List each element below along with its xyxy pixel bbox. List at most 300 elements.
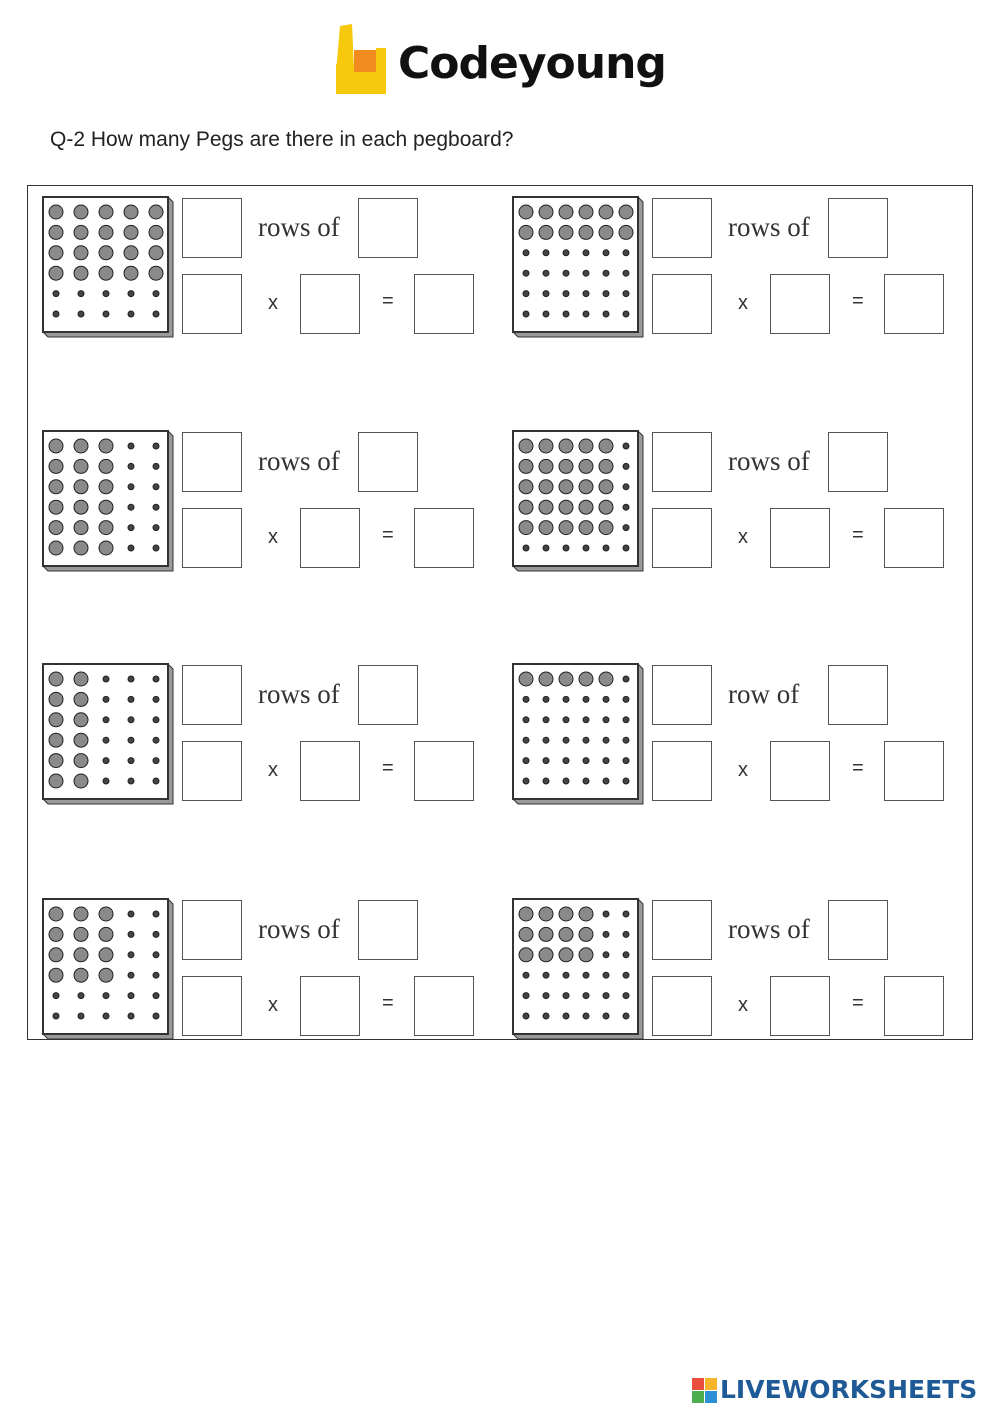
pegs-per-row-input[interactable] — [358, 432, 418, 492]
rows-of-label: rows of — [728, 212, 810, 242]
pegboard-panel — [27, 185, 973, 1040]
rows-count-input[interactable] — [182, 432, 242, 492]
pegs-per-row-input[interactable] — [358, 900, 418, 960]
peg — [559, 948, 573, 962]
empty-hole — [563, 696, 569, 702]
pegboard-image — [510, 428, 645, 573]
empty-hole — [128, 525, 134, 531]
peg — [49, 521, 63, 535]
empty-hole — [128, 778, 134, 784]
peg — [149, 205, 163, 219]
pegs-per-row-input[interactable] — [358, 198, 418, 258]
codeyoung-logo-icon — [332, 24, 392, 100]
empty-hole — [623, 931, 629, 937]
empty-hole — [563, 737, 569, 743]
factor-1-input[interactable] — [182, 508, 242, 568]
empty-hole — [623, 717, 629, 723]
empty-hole — [583, 250, 589, 256]
peg — [99, 480, 113, 494]
peg — [559, 459, 573, 473]
times-sign: x — [268, 526, 278, 548]
empty-hole — [623, 758, 629, 764]
empty-hole — [523, 758, 529, 764]
peg — [539, 500, 553, 514]
peg — [579, 907, 593, 921]
peg — [519, 225, 533, 239]
empty-hole — [128, 972, 134, 978]
equals-sign: = — [852, 524, 864, 546]
empty-hole — [153, 311, 159, 317]
empty-hole — [128, 952, 134, 958]
factor-1-input[interactable] — [652, 508, 712, 568]
empty-hole — [153, 931, 159, 937]
factor-1-input[interactable] — [182, 741, 242, 801]
factor-1-input[interactable] — [652, 274, 712, 334]
total-input[interactable] — [884, 274, 944, 334]
empty-hole — [563, 250, 569, 256]
pegboard-item — [40, 428, 500, 578]
rows-of-label: rows of — [258, 212, 340, 242]
empty-hole — [583, 311, 589, 317]
equals-sign: = — [382, 757, 394, 779]
empty-hole — [128, 737, 134, 743]
empty-hole — [583, 270, 589, 276]
times-sign: x — [738, 292, 748, 314]
empty-hole — [603, 758, 609, 764]
pegboard-image — [510, 896, 645, 1041]
peg — [49, 541, 63, 555]
empty-hole — [543, 737, 549, 743]
pegboard-image — [40, 428, 175, 573]
peg — [539, 521, 553, 535]
peg — [539, 459, 553, 473]
times-sign: x — [268, 994, 278, 1016]
peg — [579, 439, 593, 453]
empty-hole — [543, 291, 549, 297]
peg — [49, 266, 63, 280]
rows-of-label: rows of — [258, 679, 340, 709]
pegboard-item — [510, 194, 970, 344]
empty-hole — [563, 972, 569, 978]
empty-hole — [128, 443, 134, 449]
pegboard-item — [510, 428, 970, 578]
empty-hole — [53, 311, 59, 317]
peg — [99, 927, 113, 941]
peg — [559, 205, 573, 219]
peg — [74, 754, 88, 768]
pegs-per-row-input[interactable] — [828, 198, 888, 258]
peg — [74, 480, 88, 494]
empty-hole — [543, 250, 549, 256]
peg — [49, 733, 63, 747]
empty-hole — [583, 1013, 589, 1019]
peg — [599, 672, 613, 686]
empty-hole — [78, 1013, 84, 1019]
empty-hole — [128, 1013, 134, 1019]
peg — [599, 521, 613, 535]
empty-hole — [603, 778, 609, 784]
peg — [124, 246, 138, 260]
empty-hole — [103, 778, 109, 784]
rows-count-input[interactable] — [652, 432, 712, 492]
peg — [559, 500, 573, 514]
peg — [579, 672, 593, 686]
empty-hole — [523, 1013, 529, 1019]
peg — [599, 500, 613, 514]
equals-sign: = — [852, 757, 864, 779]
empty-hole — [623, 911, 629, 917]
empty-hole — [103, 311, 109, 317]
empty-hole — [603, 993, 609, 999]
peg — [579, 205, 593, 219]
peg — [599, 459, 613, 473]
empty-hole — [603, 737, 609, 743]
question-text: Q-2 How many Pegs are there in each pegboard? — [50, 128, 514, 151]
peg — [74, 927, 88, 941]
empty-hole — [563, 270, 569, 276]
factor-2-input[interactable] — [300, 976, 360, 1036]
peg — [559, 907, 573, 921]
peg — [49, 225, 63, 239]
empty-hole — [603, 250, 609, 256]
peg — [99, 459, 113, 473]
factor-2-input[interactable] — [300, 741, 360, 801]
empty-hole — [543, 717, 549, 723]
times-sign: x — [738, 759, 748, 781]
times-sign: x — [268, 759, 278, 781]
factor-2-input[interactable] — [300, 508, 360, 568]
empty-hole — [603, 696, 609, 702]
rows-of-label: rows of — [728, 914, 810, 944]
rows-count-input[interactable] — [182, 900, 242, 960]
empty-hole — [563, 993, 569, 999]
empty-hole — [623, 545, 629, 551]
empty-hole — [153, 484, 159, 490]
empty-hole — [563, 1013, 569, 1019]
empty-hole — [623, 443, 629, 449]
rows-of-label: row of — [728, 679, 800, 709]
empty-hole — [153, 504, 159, 510]
empty-hole — [623, 778, 629, 784]
pegboard-item — [40, 194, 500, 344]
empty-hole — [153, 291, 159, 297]
peg — [99, 246, 113, 260]
empty-hole — [583, 758, 589, 764]
empty-hole — [563, 778, 569, 784]
empty-hole — [78, 993, 84, 999]
peg — [49, 907, 63, 921]
empty-hole — [563, 311, 569, 317]
empty-hole — [128, 504, 134, 510]
pegboard-image — [510, 194, 645, 339]
empty-hole — [603, 911, 609, 917]
empty-hole — [523, 311, 529, 317]
equals-sign: = — [852, 992, 864, 1014]
empty-hole — [128, 758, 134, 764]
peg — [579, 500, 593, 514]
peg — [149, 246, 163, 260]
empty-hole — [153, 717, 159, 723]
empty-hole — [583, 972, 589, 978]
peg — [49, 459, 63, 473]
rows-count-input[interactable] — [182, 665, 242, 725]
empty-hole — [78, 311, 84, 317]
empty-hole — [543, 778, 549, 784]
equals-sign: = — [382, 290, 394, 312]
total-input[interactable] — [414, 741, 474, 801]
empty-hole — [603, 1013, 609, 1019]
total-input[interactable] — [884, 741, 944, 801]
times-sign: x — [738, 526, 748, 548]
peg — [49, 439, 63, 453]
peg — [539, 480, 553, 494]
empty-hole — [623, 993, 629, 999]
peg — [599, 439, 613, 453]
peg — [49, 968, 63, 982]
peg — [74, 500, 88, 514]
peg — [99, 266, 113, 280]
empty-hole — [523, 717, 529, 723]
total-input[interactable] — [414, 508, 474, 568]
empty-hole — [583, 737, 589, 743]
empty-hole — [583, 717, 589, 723]
empty-hole — [153, 972, 159, 978]
empty-hole — [128, 676, 134, 682]
peg — [49, 927, 63, 941]
peg — [599, 225, 613, 239]
total-input[interactable] — [884, 508, 944, 568]
peg — [124, 205, 138, 219]
peg — [519, 480, 533, 494]
pegboard-image — [40, 194, 175, 339]
peg — [149, 266, 163, 280]
pegs-per-row-input[interactable] — [828, 665, 888, 725]
peg — [74, 692, 88, 706]
peg — [124, 266, 138, 280]
empty-hole — [523, 696, 529, 702]
peg — [539, 439, 553, 453]
peg — [519, 459, 533, 473]
empty-hole — [128, 545, 134, 551]
empty-hole — [543, 270, 549, 276]
total-input[interactable] — [414, 274, 474, 334]
empty-hole — [543, 758, 549, 764]
total-input[interactable] — [414, 976, 474, 1036]
empty-hole — [523, 737, 529, 743]
peg — [74, 266, 88, 280]
times-sign: x — [268, 292, 278, 314]
peg — [559, 439, 573, 453]
empty-hole — [623, 525, 629, 531]
empty-hole — [623, 270, 629, 276]
peg — [579, 480, 593, 494]
peg — [559, 480, 573, 494]
empty-hole — [128, 911, 134, 917]
empty-hole — [543, 993, 549, 999]
empty-hole — [563, 717, 569, 723]
peg — [74, 246, 88, 260]
peg — [579, 459, 593, 473]
peg — [99, 500, 113, 514]
peg — [74, 225, 88, 239]
empty-hole — [128, 696, 134, 702]
empty-hole — [153, 758, 159, 764]
empty-hole — [523, 291, 529, 297]
empty-hole — [623, 972, 629, 978]
empty-hole — [543, 696, 549, 702]
peg — [539, 205, 553, 219]
pegboard-image — [40, 661, 175, 806]
liveworksheets-footer — [692, 1375, 992, 1405]
factor-2-input[interactable] — [770, 976, 830, 1036]
empty-hole — [128, 931, 134, 937]
empty-hole — [153, 545, 159, 551]
empty-hole — [603, 291, 609, 297]
equals-sign: = — [382, 992, 394, 1014]
peg — [49, 692, 63, 706]
pegboard-image — [40, 896, 175, 1041]
peg — [539, 672, 553, 686]
peg — [539, 927, 553, 941]
empty-hole — [103, 758, 109, 764]
factor-1-input[interactable] — [652, 741, 712, 801]
peg — [74, 672, 88, 686]
peg — [74, 541, 88, 555]
equals-sign: = — [382, 524, 394, 546]
empty-hole — [623, 676, 629, 682]
empty-hole — [543, 1013, 549, 1019]
empty-hole — [153, 993, 159, 999]
empty-hole — [103, 696, 109, 702]
peg — [99, 541, 113, 555]
peg — [74, 439, 88, 453]
empty-hole — [543, 545, 549, 551]
peg — [519, 927, 533, 941]
peg — [49, 205, 63, 219]
empty-hole — [153, 525, 159, 531]
peg — [49, 672, 63, 686]
empty-hole — [623, 696, 629, 702]
empty-hole — [623, 484, 629, 490]
pegboard-item — [40, 896, 500, 1046]
empty-hole — [128, 463, 134, 469]
rows-count-input[interactable] — [652, 900, 712, 960]
empty-hole — [583, 993, 589, 999]
brand-name: Codeyoung — [398, 38, 666, 89]
empty-hole — [153, 1013, 159, 1019]
empty-hole — [583, 696, 589, 702]
peg — [519, 521, 533, 535]
empty-hole — [523, 545, 529, 551]
peg — [74, 774, 88, 788]
pegs-per-row-input[interactable] — [828, 900, 888, 960]
empty-hole — [563, 291, 569, 297]
factor-2-input[interactable] — [770, 741, 830, 801]
empty-hole — [543, 972, 549, 978]
empty-hole — [53, 291, 59, 297]
peg — [74, 205, 88, 219]
peg — [99, 948, 113, 962]
empty-hole — [523, 972, 529, 978]
empty-hole — [603, 545, 609, 551]
peg — [519, 948, 533, 962]
factor-2-input[interactable] — [770, 274, 830, 334]
factor-2-input[interactable] — [300, 274, 360, 334]
empty-hole — [103, 291, 109, 297]
pegboard-item — [510, 661, 970, 811]
factor-2-input[interactable] — [770, 508, 830, 568]
peg — [99, 968, 113, 982]
rows-count-input[interactable] — [652, 198, 712, 258]
empty-hole — [103, 737, 109, 743]
peg — [599, 205, 613, 219]
equals-sign: = — [852, 290, 864, 312]
empty-hole — [623, 291, 629, 297]
pegs-per-row-input[interactable] — [358, 665, 418, 725]
peg — [539, 948, 553, 962]
empty-hole — [153, 696, 159, 702]
rows-count-input[interactable] — [182, 198, 242, 258]
empty-hole — [103, 1013, 109, 1019]
empty-hole — [583, 291, 589, 297]
peg — [519, 672, 533, 686]
peg — [49, 500, 63, 514]
total-input[interactable] — [884, 976, 944, 1036]
peg — [49, 774, 63, 788]
factor-1-input[interactable] — [652, 976, 712, 1036]
peg — [74, 907, 88, 921]
empty-hole — [128, 993, 134, 999]
peg — [579, 948, 593, 962]
peg — [539, 907, 553, 921]
empty-hole — [128, 717, 134, 723]
empty-hole — [603, 952, 609, 958]
peg — [49, 948, 63, 962]
empty-hole — [623, 952, 629, 958]
factor-1-input[interactable] — [182, 976, 242, 1036]
pegboard-image — [510, 661, 645, 806]
pegboard-item — [510, 896, 970, 1046]
times-sign: x — [738, 994, 748, 1016]
peg — [99, 225, 113, 239]
pegs-per-row-input[interactable] — [828, 432, 888, 492]
peg — [579, 225, 593, 239]
rows-count-input[interactable] — [652, 665, 712, 725]
empty-hole — [53, 993, 59, 999]
codeyoung-logo — [332, 24, 672, 104]
peg — [49, 480, 63, 494]
peg — [74, 713, 88, 727]
empty-hole — [623, 463, 629, 469]
peg — [579, 521, 593, 535]
peg — [99, 521, 113, 535]
empty-hole — [523, 993, 529, 999]
factor-1-input[interactable] — [182, 274, 242, 334]
peg — [519, 205, 533, 219]
liveworksheets-logo-icon — [692, 1378, 718, 1404]
peg — [149, 225, 163, 239]
peg — [519, 439, 533, 453]
empty-hole — [523, 270, 529, 276]
empty-hole — [623, 504, 629, 510]
empty-hole — [623, 250, 629, 256]
rows-of-label: rows of — [258, 914, 340, 944]
empty-hole — [523, 250, 529, 256]
pegboard-item — [40, 661, 500, 811]
peg — [49, 754, 63, 768]
peg — [599, 480, 613, 494]
empty-hole — [128, 311, 134, 317]
